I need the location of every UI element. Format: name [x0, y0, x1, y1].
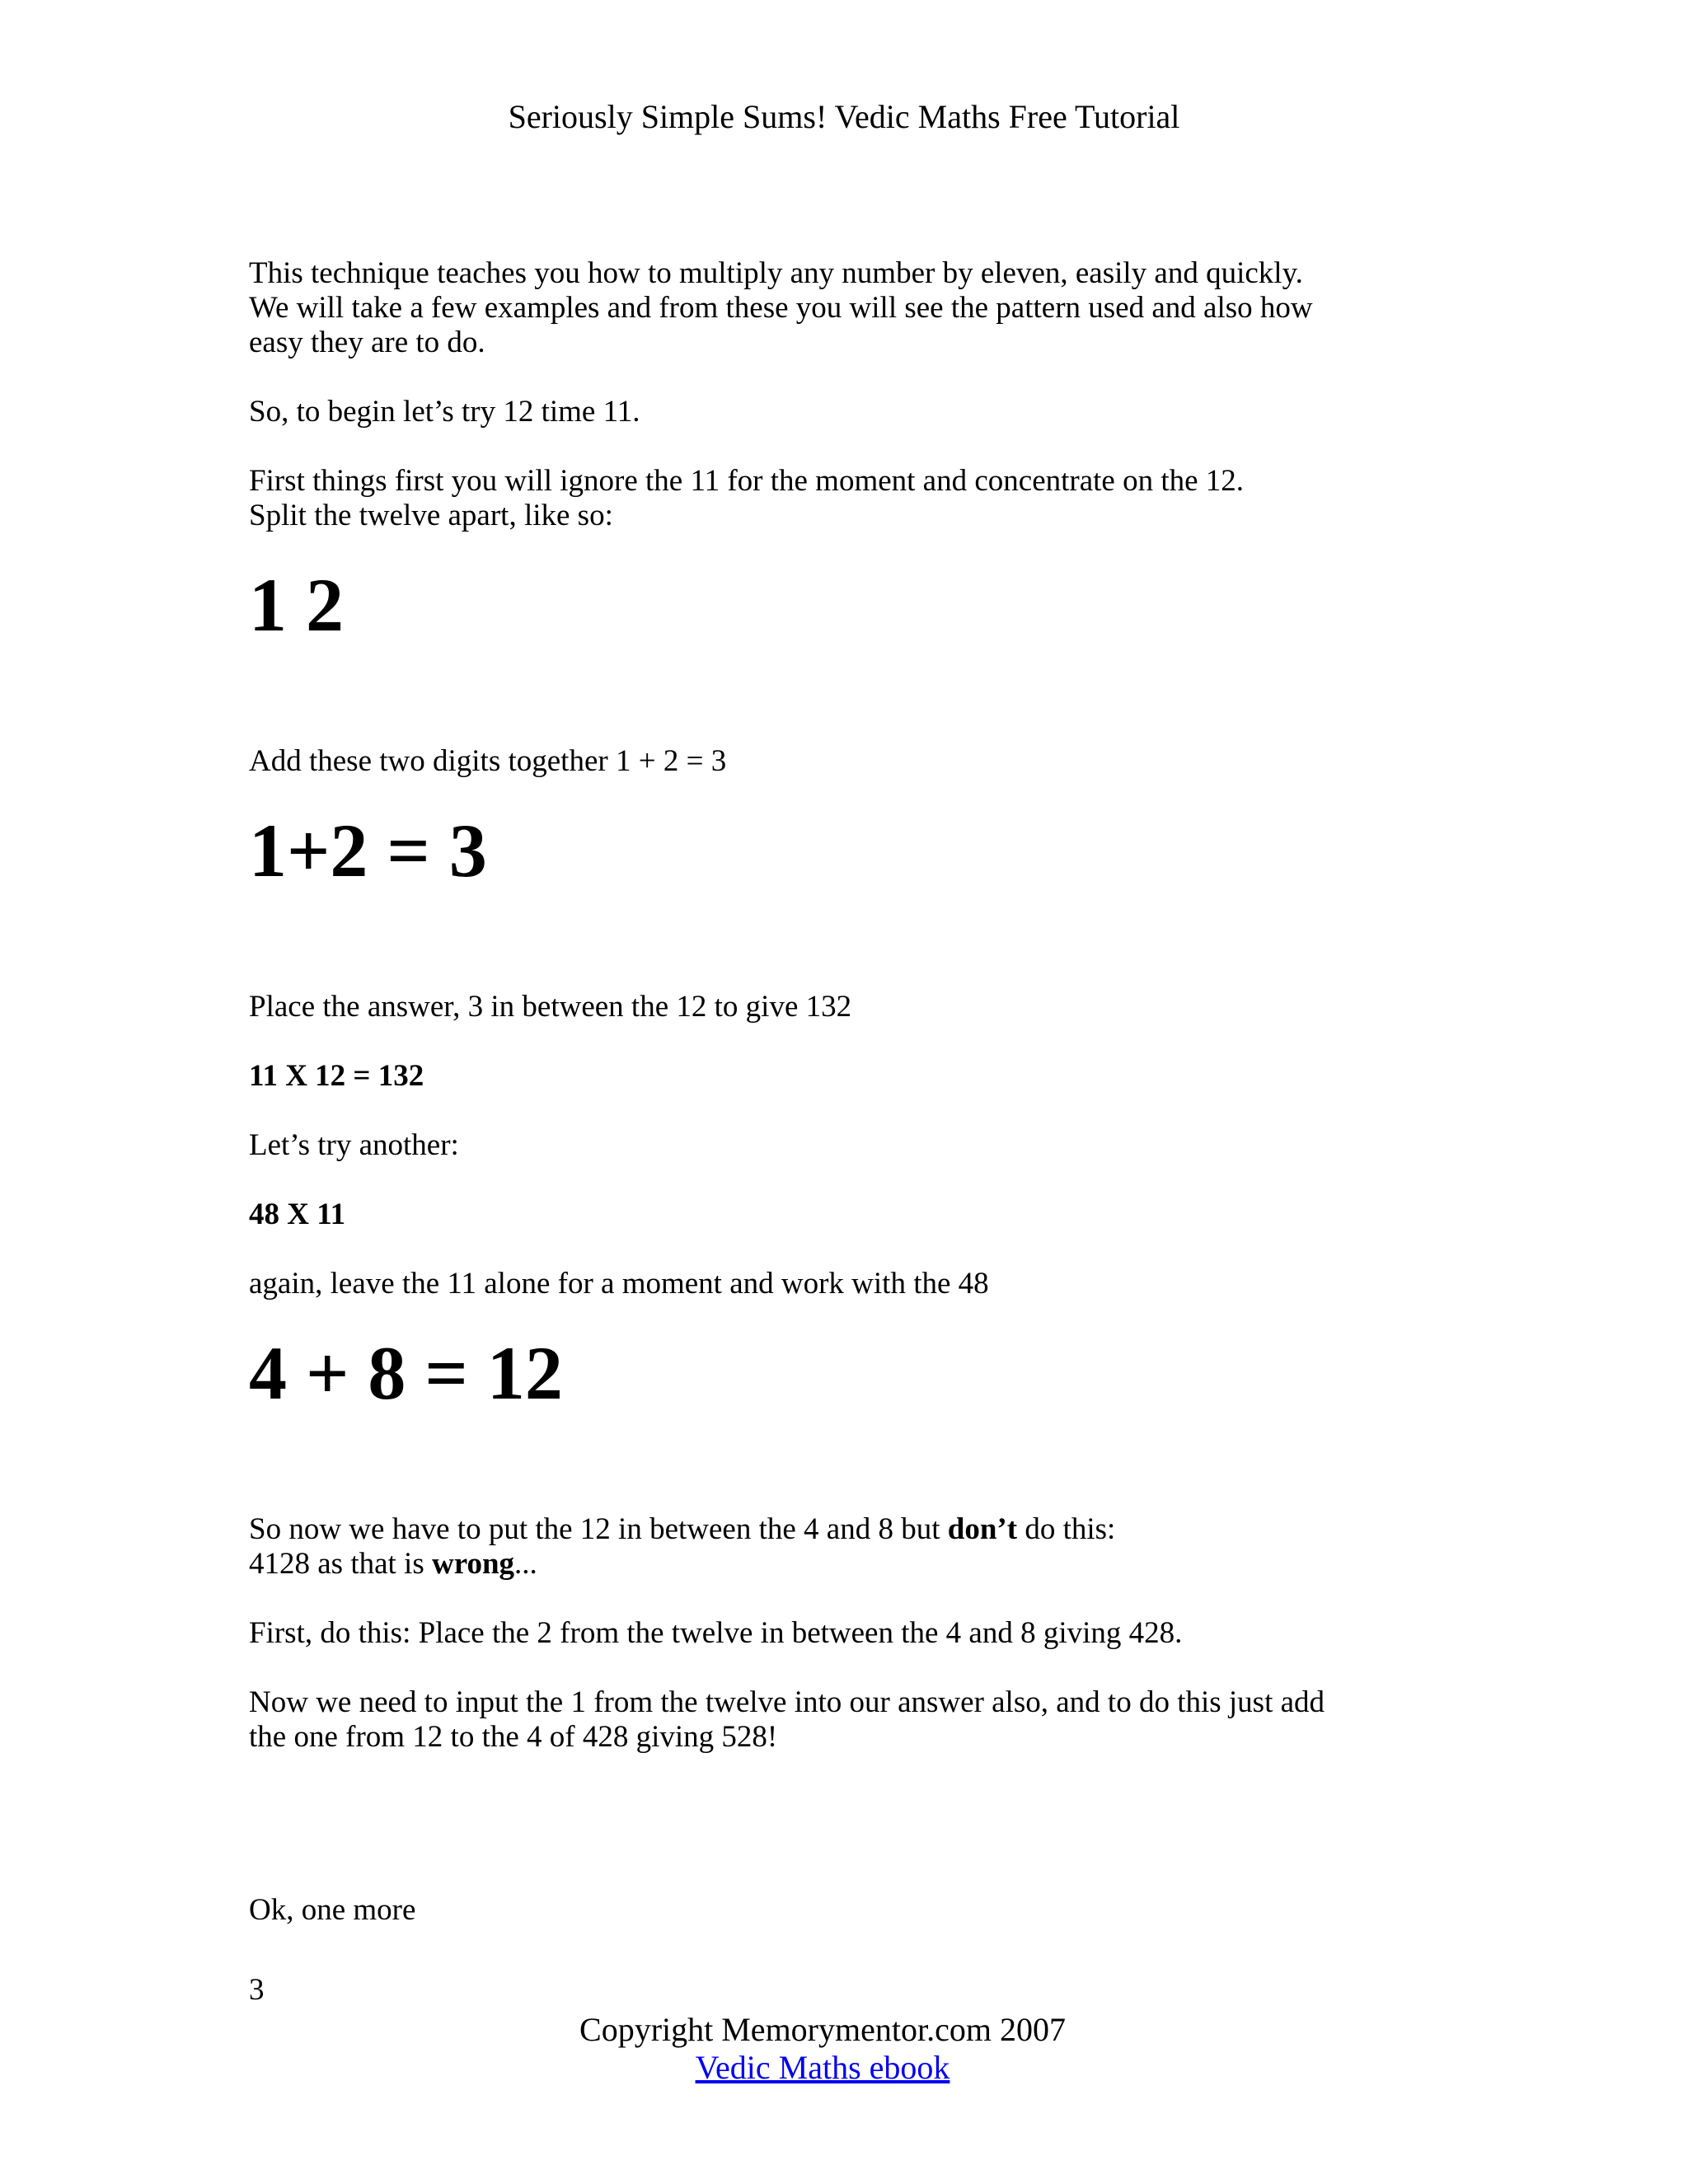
- sum-heading-1: 1+2 = 3: [249, 808, 487, 893]
- so-now-text-2: do this:: [1017, 1512, 1116, 1546]
- try-another-text: Let’s try another:: [249, 1128, 459, 1162]
- first-things-line-2: Split the twelve apart, like so:: [249, 499, 613, 532]
- first-do-paragraph: [249, 1616, 1436, 1651]
- now-input-paragraph: [249, 1685, 1436, 1755]
- intro-paragraph: [249, 256, 1436, 360]
- first-things-line-1: First things first you will ignore the 11 for the moment and concentrate on the 12.: [249, 464, 1245, 498]
- page-footer: [0, 2011, 1645, 2087]
- page-content: [249, 256, 1436, 1962]
- so-now-line-1: [249, 1512, 1436, 1547]
- so-now-text-3: 4128 as that is: [249, 1547, 432, 1581]
- now-input-line-2: the one from 12 to the 4 of 428 giving 528!: [249, 1720, 778, 1754]
- one-more-paragraph: [249, 1893, 1436, 1928]
- try-another-paragraph: [249, 1128, 1436, 1163]
- begin-paragraph: [249, 395, 1436, 429]
- intro-line-1: This technique teaches you how to multiply any number by eleven, easily and quickly.: [249, 256, 1303, 290]
- footer-link-wrapper: [0, 2049, 1645, 2087]
- split-digits-heading: 1 2: [249, 563, 344, 647]
- again-paragraph: [249, 1267, 1436, 1301]
- place-answer-paragraph: [249, 990, 1436, 1024]
- one-more-text: Ok, one more: [249, 1893, 416, 1927]
- again-text: again, leave the 11 alone for a moment and work with the 48: [249, 1267, 989, 1301]
- place-answer-text: Place the answer, 3 in between the 12 to give 132: [249, 990, 852, 1024]
- intro-line-2: We will take a few examples and from these you will see the pattern used and also how: [249, 291, 1313, 325]
- result-1: 11 X 12 = 132: [249, 1059, 424, 1093]
- so-now-line-2: [249, 1547, 1436, 1582]
- vedic-maths-ebook-link[interactable]: Vedic Maths ebook: [695, 2049, 950, 2086]
- so-now-text-1: So now we have to put the 12 in between the 4 and 8 but: [249, 1512, 948, 1546]
- copyright-text: Copyright Memorymentor.com 2007: [579, 2011, 1066, 2048]
- now-input-line-1: Now we need to input the 1 from the twelve into our answer also, and to do this just add: [249, 1685, 1325, 1719]
- first-do-text: First, do this: Place the 2 from the twelve in between the 4 and 8 giving 428.: [249, 1616, 1183, 1650]
- begin-text: So, to begin let’s try 12 time 11.: [249, 395, 640, 429]
- example-2: 48 X 11: [249, 1197, 346, 1231]
- add-digits-paragraph: [249, 744, 1436, 779]
- sum-heading-2: 4 + 8 = 12: [249, 1331, 563, 1415]
- so-now-bold-wrong: wrong: [431, 1547, 515, 1581]
- first-things-paragraph: [249, 464, 1436, 533]
- page-number: 3: [249, 1973, 265, 2007]
- intro-line-3: easy they are to do.: [249, 326, 485, 359]
- page-header: Seriously Simple Sums! Vedic Maths Free Tutorial: [508, 98, 1180, 135]
- so-now-paragraph: [249, 1512, 1436, 1582]
- spacer: [249, 1789, 1436, 1893]
- add-digits-text: Add these two digits together 1 + 2 = 3: [249, 744, 727, 778]
- so-now-text-4: ...: [514, 1547, 537, 1581]
- so-now-bold-dont: don’t: [947, 1512, 1018, 1546]
